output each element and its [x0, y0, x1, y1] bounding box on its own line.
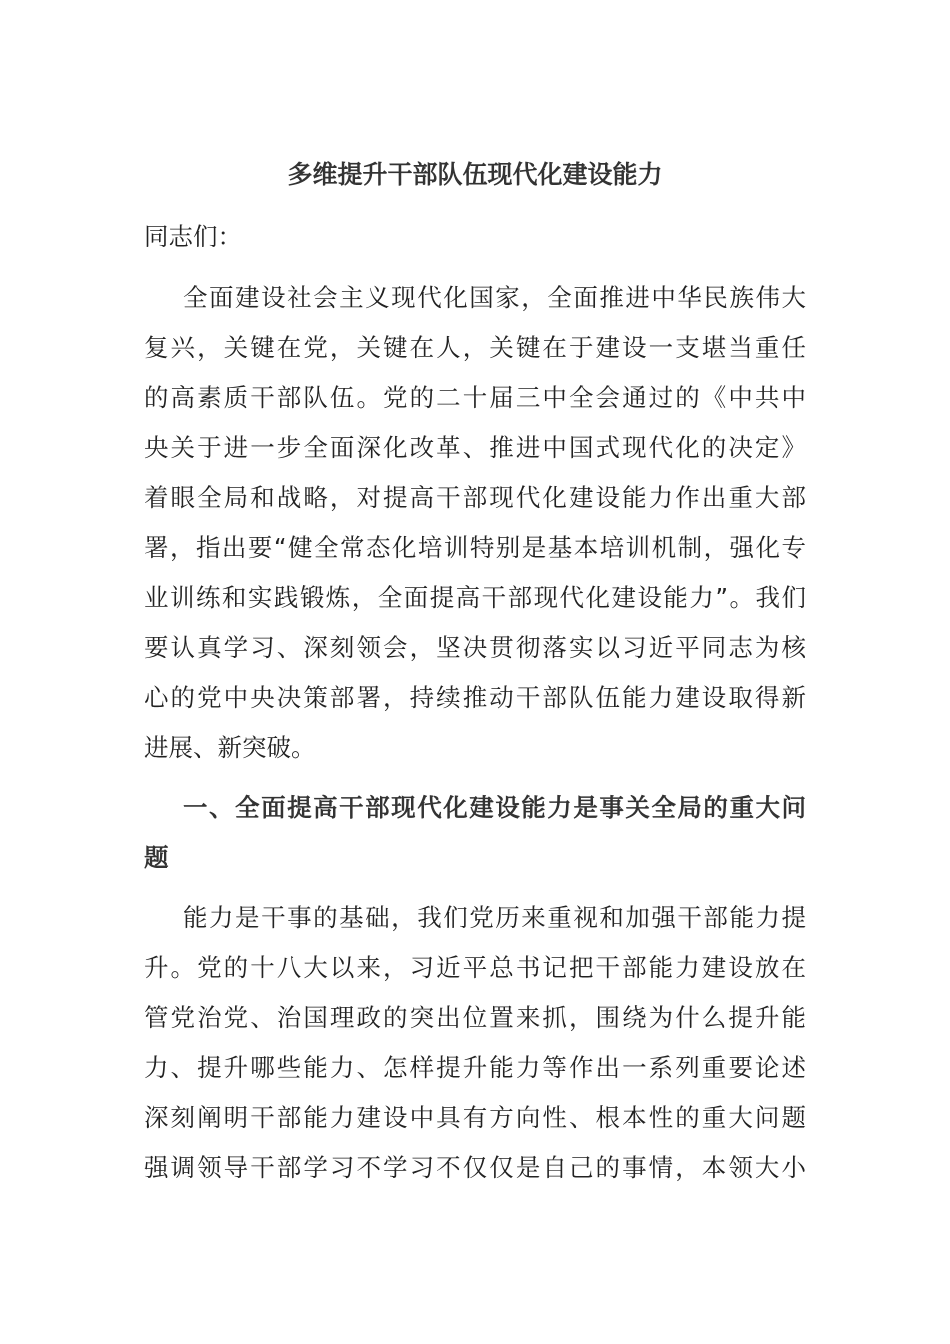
paragraph1-line: 要认真学习、深刻领会，坚决贯彻落实以习近平同志为核	[144, 633, 806, 662]
paragraph1-line: 着眼全局和战略，对提高干部现代化建设能力作出重大部	[144, 483, 806, 512]
paragraph2-line: 强调领导干部学习不学习不仅仅是自己的事情，本领大小	[144, 1153, 806, 1182]
paragraph2-line: 能力是干事的基础，我们党历来重视和加强干部能力提	[183, 903, 806, 932]
paragraph1-line: 署，指出要“健全常态化培训特别是基本培训机制，强化专	[144, 533, 806, 562]
paragraph2-line: 升。党的十八大以来，习近平总书记把干部能力建设放在	[144, 953, 806, 982]
salutation: 同志们：	[144, 222, 242, 251]
paragraph1-line: 业训练和实践锻炼，全面提高干部现代化建设能力”。我们	[144, 583, 806, 612]
paragraph1-line: 全面建设社会主义现代化国家，全面推进中华民族伟大	[183, 283, 806, 312]
section-heading-line: 一、全面提高干部现代化建设能力是事关全局的重大问	[183, 793, 806, 822]
paragraph2-line: 深刻阐明干部能力建设中具有方向性、根本性的重大问题	[144, 1103, 806, 1132]
paragraph1-line: 复兴，关键在党，关键在人，关键在于建设一支堪当重任	[144, 333, 806, 362]
paragraph1-line: 的高素质干部队伍。党的二十届三中全会通过的《中共中	[144, 383, 806, 412]
paragraph2-line: 力、提升哪些能力、怎样提升能力等作出一系列重要论述	[144, 1053, 806, 1082]
section-heading-line: 题	[144, 843, 169, 872]
paragraph1-line: 央关于进一步全面深化改革、推进中国式现代化的决定》	[144, 433, 806, 462]
paragraph1-line: 心的党中央决策部署，持续推动干部队伍能力建设取得新	[144, 683, 806, 712]
paragraph1-line: 进展、新突破。	[144, 733, 316, 762]
document-title: 多维提升干部队伍现代化建设能力	[287, 160, 663, 189]
paragraph2-line: 管党治党、治国理政的突出位置来抓，围绕为什么提升能	[144, 1003, 806, 1032]
